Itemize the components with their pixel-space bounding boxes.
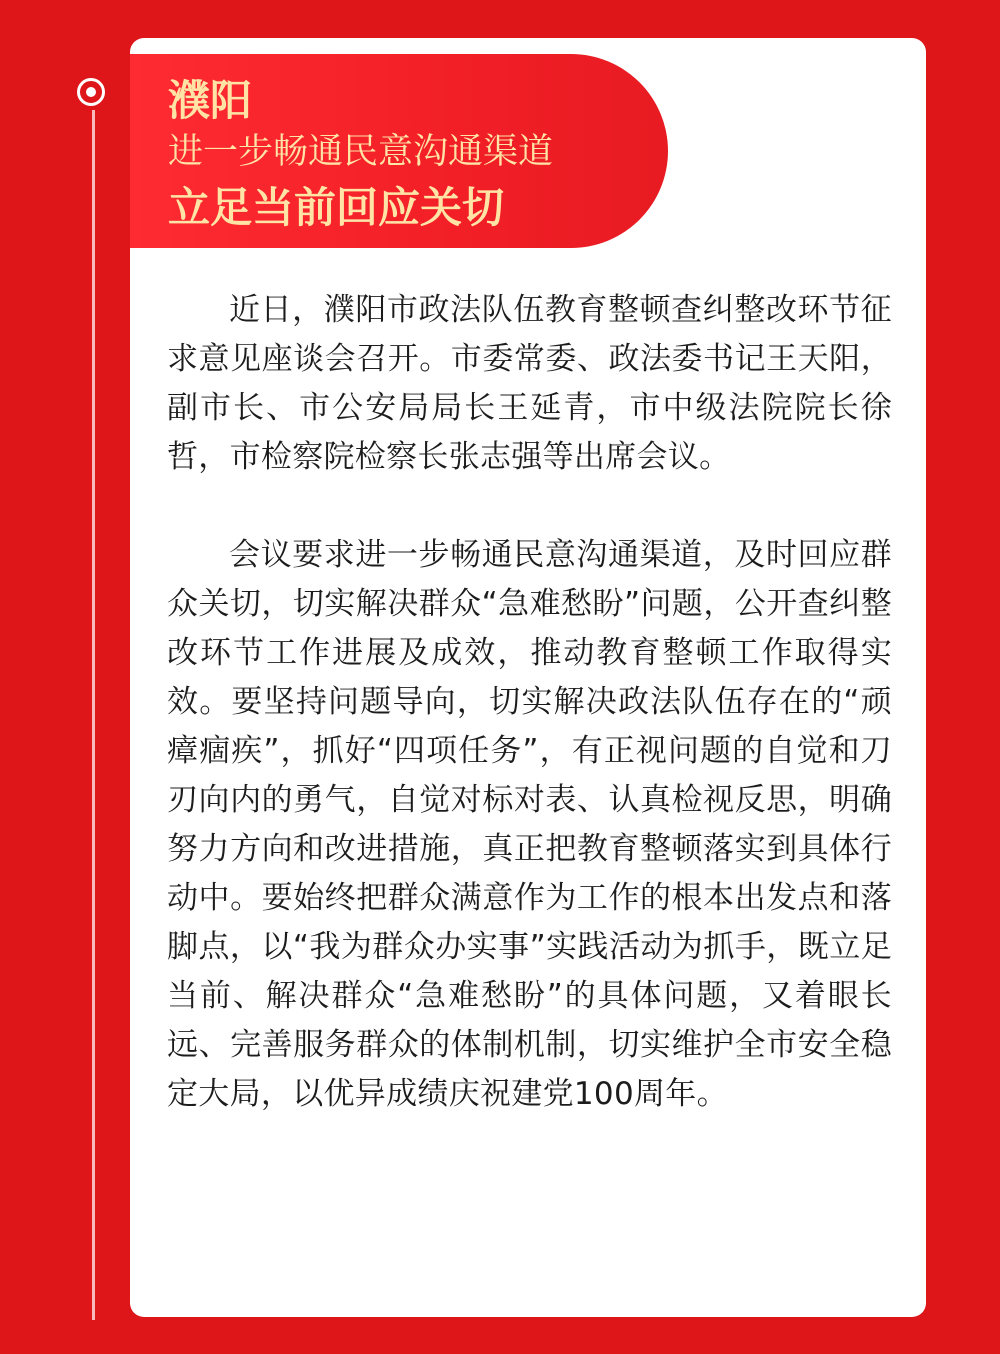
timeline-marker-icon	[77, 78, 105, 106]
header-title-city: 濮阳	[168, 76, 253, 125]
article-body	[167, 286, 892, 1119]
timeline-marker-dot	[86, 87, 96, 97]
header-subtitle: 进一步畅通民意沟通渠道	[168, 132, 554, 172]
article-card	[130, 38, 926, 1317]
article-paragraph-2: 会议要求进一步畅通民意沟通渠道，及时回应群众关切，切实解决群众“急难愁盼”问题，公开查纠整改环节工作进展及成效，推动教育整顿工作取得实效。要坚持问题导向，切实解决政法队伍存在的“顽瘴痼疾”，抓好“四项任务”，有正视问题的自觉和刀刃向内的勇气，自觉对标对表、认真检视反思，明确努力方向和改进措施，真正把教育整顿落实到具体行动中。要始终把群众满意作为工作的根本出发点和落脚点，以“我为群众办实事”实践活动为抓手，既立足当前、解决群众“急难愁盼”的具体问题，又着眼长远、完善服务群众的体制机制，切实维护全市安全稳定大局，以优异成绩庆祝建党100周年。	[167, 537, 892, 1112]
timeline-line	[92, 110, 95, 1320]
header-banner	[130, 54, 668, 248]
article-paragraph-1: 近日，濮阳市政法队伍教育整顿查纠整改环节征求意见座谈会召开。市委常委、政法委书记王天阳，副市长、市公安局局长王延青，市中级法院院长徐哲，市检察院检察长张志强等出席会议。	[167, 292, 892, 475]
header-title-main: 立足当前回应关切	[168, 183, 505, 232]
